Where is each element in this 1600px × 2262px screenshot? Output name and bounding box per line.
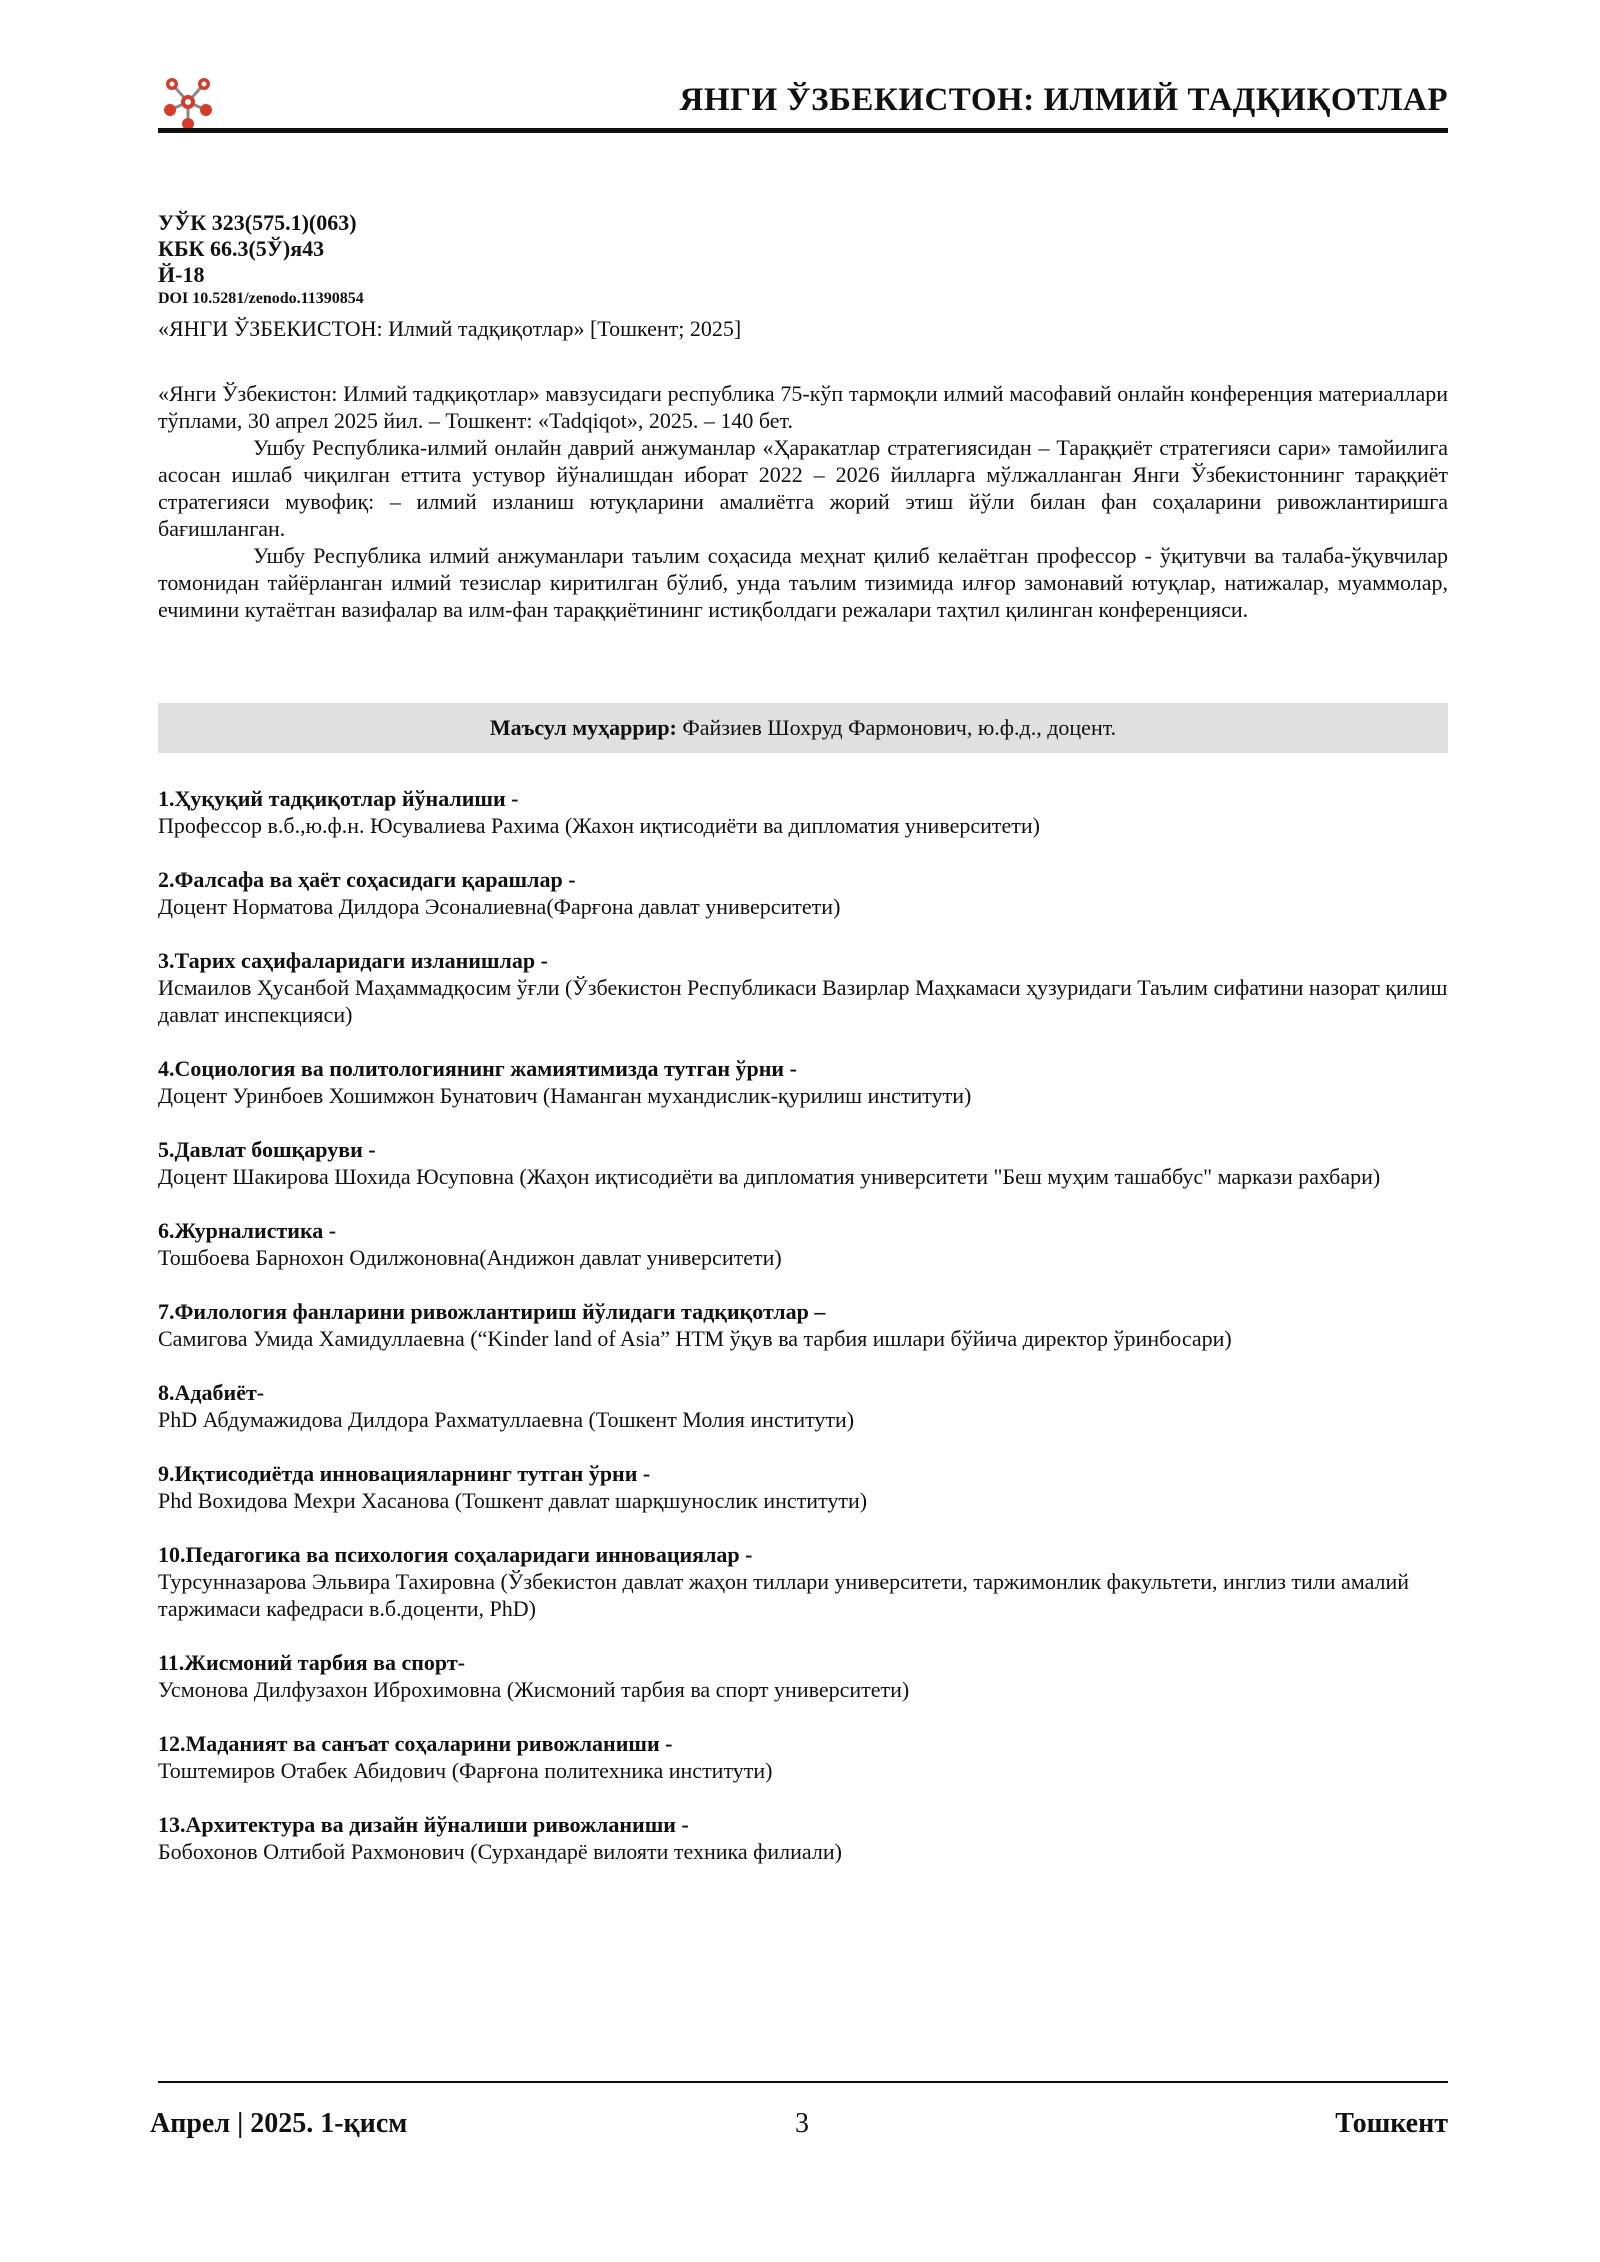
section-title: 1.Ҳуқуқий тадқиқотлар йўналиши - [158,786,519,811]
section-body: Турсунназарова Эльвира Тахировна (Ўзбекистон давлат жаҳон тиллари университети, таржимонлик факультети, инглиз тили амалий таржимаси кафедраси в.б.доценти, PhD) [158,1569,1410,1621]
list-item [158,1811,1448,1865]
section-title: 6.Журналистика - [158,1218,337,1243]
footer-divider [158,2081,1448,2083]
footer-city: Тошкент [1335,2108,1448,2139]
list-item [158,947,1448,1028]
section-title: 10.Педагогика ва психология соҳаларидаги инновациялар - [158,1542,753,1567]
responsible-editor [158,703,1448,753]
section-title: 9.Иқтисодиётда инновацияларнинг тутган ўрни - [158,1461,651,1486]
section-title: 7.Филология фанларини ривожлантириш йўлидаги тадқиқотлар – [158,1299,826,1324]
header-title: ЯНГИ ЎЗБЕКИСТОН: ИЛМИЙ ТАДҚИҚОТЛАР [679,82,1448,118]
section-list [158,785,1448,1892]
abstract [158,380,1448,623]
section-body: Бобохонов Олтибой Рахмонович (Сурхандарё вилояти техника филиали) [158,1839,842,1864]
section-title: 8.Адабиёт- [158,1380,265,1405]
page-footer [150,2108,1448,2144]
section-body: Усмонова Дилфузахон Иброхимовна (Жисмоний тарбия ва спорт университети) [158,1677,910,1702]
list-item [158,1298,1448,1352]
page-number: 3 [795,2108,809,2139]
section-body: Тоштемиров Отабек Абидович (Фарғона политехника институти) [158,1758,773,1783]
section-body: Самигова Умида Хамидуллаевна (“Kinder land of Asia” НТМ ўқув ва тарбия ишлари бўйича директор ўринбосари) [158,1326,1232,1351]
section-body: PhD Абдумажидова Дилдора Рахматуллаевна (Тошкент Молия институти) [158,1407,855,1432]
section-title: 13.Архитектура ва дизайн йўналиши ривожланиши - [158,1812,689,1837]
list-item [158,1379,1448,1433]
editor-label: Маъсул муҳаррир: [489,715,677,740]
footer-issue: Апрел | 2025. 1-қисм [150,2108,408,2139]
udk-code: УЎК 323(575.1)(063) [158,210,357,235]
section-body: Доцент Уринбоев Хошимжон Бунатович (Наманган мухандислик-қурилиш институти) [158,1083,972,1108]
kbk-code: КБК 66.3(5Ў)я43 [158,236,325,261]
section-title: 4.Социология ва политологиянинг жамиятимизда тутган ўрни - [158,1056,797,1081]
section-title: 2.Фалсафа ва ҳаёт соҳасидаги қарашлар - [158,867,576,892]
short-title: «ЯНГИ ЎЗБЕКИСТОН: Илмий тадқиқотлар» [Тошкент; 2025] [158,316,742,341]
list-item [158,1217,1448,1271]
abstract-paragraph-1: «Янги Ўзбекистон: Илмий тадқиқотлар» мавзусидаги республика 75-кўп тармоқли илмий масофавий онлайн конференция материаллари тўплами, 30 апрел 2025 йил. – Тошкент: «Tadqiqot», 2025. – 140 бет. [158,381,1448,433]
page-header [158,72,1448,136]
section-body: Исмаилов Ҳусанбой Маҳаммадқосим ўғли (Ўзбекистон Республикаси Вазирлар Маҳкамаси ҳузуридаги Таълим сифатини назорат қилиш давлат инспекцияси) [158,975,1448,1027]
list-item [158,1136,1448,1190]
bibliographic-meta [158,210,1448,344]
list-item [158,1460,1448,1514]
section-title: 12.Маданият ва санъат соҳаларини ривожланиши - [158,1731,673,1756]
editor-value: Файзиев Шохруд Фармонович, ю.ф.д., доцент. [682,715,1117,740]
section-title: 5.Давлат бошқаруви - [158,1137,376,1162]
section-body: Доцент Норматова Дилдора Эсоналиевна(Фарғона давлат университети) [158,894,841,919]
section-title: 3.Тарих саҳифаларидаги изланишлар - [158,948,548,973]
list-item [158,1649,1448,1703]
catalog-code: Й-18 [158,262,205,287]
list-item [158,1730,1448,1784]
section-body: Доцент Шакирова Шохида Юсуповна (Жаҳон иқтисодиёти ва дипломатия университети "Беш муҳим ташаббус" маркази рахбари) [158,1164,1381,1189]
header-divider [158,128,1448,133]
abstract-paragraph-2: Ушбу Республика-илмий онлайн даврий анжуманлар «Ҳаракатлар стратегиясидан – Тараққиёт стратегияси сари» тамойилига асосан ишлаб чиқилган еттита устувор йўналишдан иборат 2022 – 2026 йилларга мўлжалланган Янги Ўзбекистоннинг тараққиёт стратегияси мувофиқ: – илмий изланиш ютуқларини амалиётга жорий этиш йўли билан фан соҳаларини ривожлантиришга бағишланган. [158,435,1448,541]
list-item [158,1541,1448,1622]
molecule-logo-icon [158,72,218,132]
list-item [158,785,1448,839]
doi: DOI 10.5281/zenodo.11390854 [158,290,364,307]
abstract-paragraph-3: Ушбу Республика илмий анжуманлари таълим соҳасида меҳнат қилиб келаётган профессор - ўқитувчи ва талаба-ўқувчилар томонидан тайёрланган илмий тезислар киритилган бўлиб, унда таълим тизимида илғор замонавий ютуқлар, натижалар, муаммолар, ечимини кутаётган вазифалар ва илм-фан тараққиётининг истиқболдаги режалари таҳтил қилинган конференцияси. [158,543,1448,622]
list-item [158,866,1448,920]
section-title: 11.Жисмоний тарбия ва спорт- [158,1650,465,1675]
section-body: Профессор в.б.,ю.ф.н. Юсувалиева Рахима (Жахон иқтисодиёти ва дипломатия университети) [158,813,1040,838]
section-body: Phd Вохидова Мехри Хасанова (Тошкент давлат шарқшунослик институти) [158,1488,868,1513]
list-item [158,1055,1448,1109]
section-body: Тошбоева Барнохон Одилжоновна(Андижон давлат университети) [158,1245,782,1270]
